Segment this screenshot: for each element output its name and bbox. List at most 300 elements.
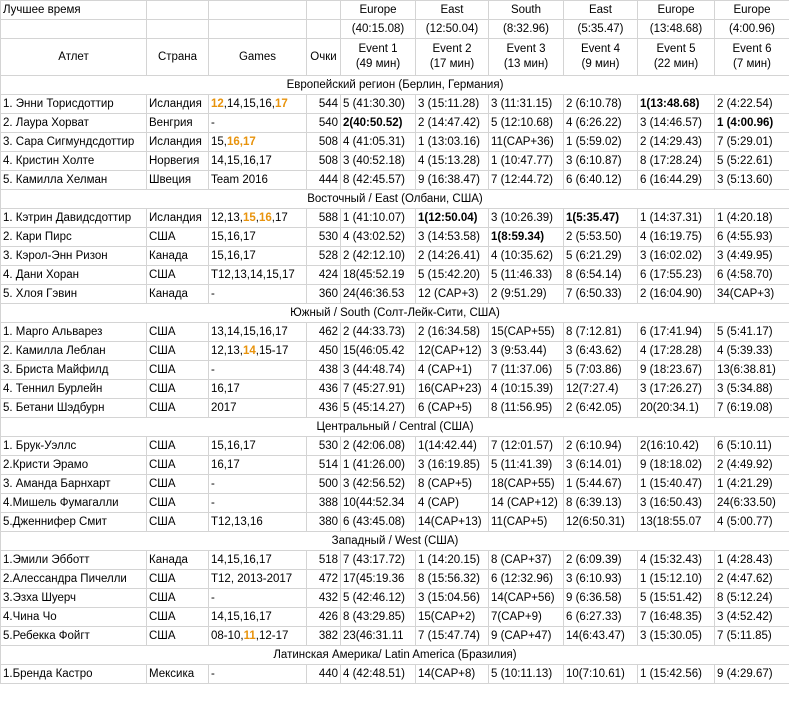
event-result-1: 4 (41:05.31) [341,133,416,152]
event-result-4: 3 (6:10.87) [564,152,638,171]
athlete-country: США [147,323,209,342]
event-result-5: 2(16:10.42) [638,437,715,456]
athlete-name: 3. Бриста Майфилд [1,361,147,380]
event-result-6: 3 (4:52.42) [715,608,789,627]
event-result-5: 1 (15:42.56) [638,665,715,684]
event-result-3: 8 (11:56.95) [489,399,564,418]
event-result-2: 3 (15:11.28) [416,95,489,114]
athlete-row [1,228,789,247]
games-segment: 16,17 [211,459,240,471]
athlete-games [209,228,307,247]
games-segment: 2017 [211,402,237,414]
athlete-points: 426 [307,608,341,627]
event-result-3: 6 (12:32.96) [489,570,564,589]
athlete-games [209,437,307,456]
event-2-header [416,39,489,76]
event-result-1: 2(40:50.52) [341,114,416,133]
athlete-country: Исландия [147,95,209,114]
athlete-points: 588 [307,209,341,228]
athlete-country: США [147,342,209,361]
event-result-3: 7(CAP+9) [489,608,564,627]
event-result-6: 1 (4:28.43) [715,551,789,570]
event-result-4: 2 (6:42.05) [564,399,638,418]
games-segment: T12,13,14,15,17 [211,269,295,281]
athlete-name: 4. Дани Хоран [1,266,147,285]
event-result-1: 7 (43:17.72) [341,551,416,570]
athlete-points: 432 [307,589,341,608]
event-result-3: 4 (10:35.62) [489,247,564,266]
region-header-row [1,76,789,95]
athlete-name: 1.Эмили Эбботт [1,551,147,570]
athlete-name: 3. Сара Сигмундсдоттир [1,133,147,152]
event-result-4: 3 (6:43.62) [564,342,638,361]
event-result-2: 2 (14:26.41) [416,247,489,266]
athlete-points: 518 [307,551,341,570]
athlete-games [209,551,307,570]
games-segment: 14,15,16,17 [211,155,272,167]
event-result-3: 14 (CAP+12) [489,494,564,513]
region-title: Западный / West (США) [1,532,789,551]
event-result-5: 9 (18:18.02) [638,456,715,475]
event-result-3: 11(CAP+5) [489,513,564,532]
event-result-5: 2 (16:04.90) [638,285,715,304]
games-segment: 13,14,15,16,17 [211,326,288,338]
athlete-country: США [147,589,209,608]
athlete-name: 3. Кэрол-Энн Ризон [1,247,147,266]
athlete-games [209,627,307,646]
athlete-games [209,95,307,114]
athlete-name: 1. Брук-Уэллс [1,437,147,456]
event-result-4: 10(7:10.61) [564,665,638,684]
athlete-points: 444 [307,171,341,190]
athlete-row [1,114,789,133]
event-result-6: 1 (4:21.29) [715,475,789,494]
event-result-5: 1 (15:12.10) [638,570,715,589]
event-result-3: 4 (10:15.39) [489,380,564,399]
athlete-name: 3.Эзха Шуерч [1,589,147,608]
athlete-games [209,380,307,399]
athlete-country: Венгрия [147,114,209,133]
event-result-3: 3 (10:26.39) [489,209,564,228]
athlete-country: Мексика [147,665,209,684]
games-segment: 16,17 [211,383,240,395]
event-result-4: 12(6:50.31) [564,513,638,532]
athlete-row [1,627,789,646]
event-result-2: 7 (15:47.74) [416,627,489,646]
athlete-country: Швеция [147,171,209,190]
event-result-4: 4 (6:26.22) [564,114,638,133]
event-result-3: 5 (11:41.39) [489,456,564,475]
athlete-name: 4.Мишель Фумагалли [1,494,147,513]
games-segment: ,15-17 [255,345,289,357]
column-games: Games [209,39,307,76]
event-result-1: 1 (41:26.00) [341,456,416,475]
athlete-name: 5. Камилла Хелман [1,171,147,190]
athlete-country: США [147,494,209,513]
event-result-6: 5 (5:41.17) [715,323,789,342]
event-result-4: 1(5:35.47) [564,209,638,228]
athlete-row [1,551,789,570]
athlete-row [1,342,789,361]
event-3-duration: (13 мин) [503,58,549,70]
games-segment: 15, [211,136,227,148]
games-highlight: 16,17 [227,136,256,148]
athlete-country: США [147,570,209,589]
event-result-3: 5 (11:46.33) [489,266,564,285]
athlete-points: 388 [307,494,341,513]
event-result-3: 5 (10:11.13) [489,665,564,684]
event-result-2: 16(CAP+23) [416,380,489,399]
games-highlight: 16 [258,212,272,224]
athlete-points: 508 [307,152,341,171]
athlete-country: США [147,608,209,627]
event-3-header [489,39,564,76]
event-result-3: 14(CAP+56) [489,589,564,608]
athlete-points: 530 [307,228,341,247]
event-5-duration: (22 мин) [653,58,699,70]
games-segment: ,17 [271,212,288,224]
games-segment: 12,13, [211,345,243,357]
athlete-points: 436 [307,399,341,418]
event-result-1: 10(44:52.34 [341,494,416,513]
athlete-country: Исландия [147,133,209,152]
event-2-region: East [416,1,489,20]
event-result-6: 7 (6:19.08) [715,399,789,418]
event-result-5: 4 (16:19.75) [638,228,715,247]
athlete-points: 544 [307,95,341,114]
event-result-4: 8 (6:54.14) [564,266,638,285]
games-segment: - [211,288,215,300]
athlete-name: 4. Кристин Холте [1,152,147,171]
athlete-points: 528 [307,247,341,266]
athlete-games [209,570,307,589]
athlete-name: 3. Аманда Барнхарт [1,475,147,494]
athlete-name: 5.Дженнифер Смит [1,513,147,532]
athlete-games [209,608,307,627]
athlete-row [1,247,789,266]
athlete-games [209,152,307,171]
athlete-games [209,665,307,684]
event-result-6: 3 (4:49.95) [715,247,789,266]
event-result-1: 7 (45:27.91) [341,380,416,399]
event-result-2: 8 (15:56.32) [416,570,489,589]
games-highlight: 12 [211,98,224,110]
athlete-games [209,361,307,380]
event-result-4: 8 (7:12.81) [564,323,638,342]
athlete-row [1,209,789,228]
event-result-6: 3 (5:34.88) [715,380,789,399]
event-result-1: 24(46:36.53 [341,285,416,304]
event-result-3: 7 (12:01.57) [489,437,564,456]
event-result-1: 18(45:52.19 [341,266,416,285]
event-5-region: Europe [638,1,715,20]
athlete-country: США [147,380,209,399]
event-1-region: Europe [341,1,416,20]
athlete-name: 2.Алессандра Пичелли [1,570,147,589]
athlete-name: 2. Камилла Леблан [1,342,147,361]
region-header-row [1,304,789,323]
event-4-duration: (9 мин) [581,58,620,70]
event-result-1: 3 (42:56.52) [341,475,416,494]
athlete-row [1,475,789,494]
event-result-1: 1 (41:10.07) [341,209,416,228]
event-result-5: 1 (14:37.31) [638,209,715,228]
event-result-4: 8 (6:39.13) [564,494,638,513]
athlete-country: США [147,266,209,285]
event-1-duration: (49 мин) [355,58,401,70]
event-1-header [341,39,416,76]
event-result-3: 1(8:59.34) [489,228,564,247]
event-result-5: 6 (17:41.94) [638,323,715,342]
event-result-2: 14(CAP+8) [416,665,489,684]
event-result-2: 9 (16:38.47) [416,171,489,190]
event-result-2: 3 (16:19.85) [416,456,489,475]
event-result-1: 3 (44:48.74) [341,361,416,380]
athlete-country: США [147,228,209,247]
event-result-2: 2 (14:47.42) [416,114,489,133]
event-result-2: 4 (CAP) [416,494,489,513]
event-result-1: 5 (41:30.30) [341,95,416,114]
athlete-row [1,589,789,608]
athlete-row [1,608,789,627]
athlete-points: 440 [307,665,341,684]
athlete-games [209,399,307,418]
event-6-header [715,39,789,76]
region-title: Латинская Америка/ Latin America (Бразилия) [1,646,789,665]
event-result-1: 5 (45:14.27) [341,399,416,418]
games-segment: - [211,117,215,129]
athlete-points: 382 [307,627,341,646]
region-title: Восточный / East (Олбани, США) [1,190,789,209]
event-result-2: 8 (CAP+5) [416,475,489,494]
event-result-3: 15(CAP+55) [489,323,564,342]
games-highlight: 15 [242,212,256,224]
event-result-1: 5 (42:46.12) [341,589,416,608]
athlete-row [1,399,789,418]
event-result-1: 2 (42:06.08) [341,437,416,456]
event-4-name: Event 4 [581,43,620,55]
games-segment: - [211,497,215,509]
event-result-4: 6 (6:40.12) [564,171,638,190]
athlete-row [1,570,789,589]
event-result-3: 11(CAP+36) [489,133,564,152]
athlete-games [209,266,307,285]
event-result-1: 3 (40:52.18) [341,152,416,171]
athlete-name: 1. Кэтрин Давидсдоттир [1,209,147,228]
event-result-4: 3 (6:14.01) [564,456,638,475]
games-segment: - [211,668,215,680]
games-segment: ,12-17 [255,630,289,642]
athlete-row [1,133,789,152]
header-row-region [1,1,789,20]
athlete-row [1,152,789,171]
games-segment: 15,16,17 [211,440,256,452]
event-result-6: 9 (4:29.67) [715,665,789,684]
athlete-name: 2.Кристи Эрамо [1,456,147,475]
athlete-name: 5.Ребекка Фойгт [1,627,147,646]
athlete-country: США [147,361,209,380]
event-result-4: 7 (6:50.33) [564,285,638,304]
event-result-5: 7 (16:48.35) [638,608,715,627]
event-result-2: 15(CAP+2) [416,608,489,627]
event-result-1: 8 (43:29.85) [341,608,416,627]
athlete-games [209,114,307,133]
games-segment: 08-10, [211,630,244,642]
region-header-row [1,418,789,437]
event-result-6: 2 (4:49.92) [715,456,789,475]
event-result-2: 3 (14:53.58) [416,228,489,247]
event-result-5: 9 (18:23.67) [638,361,715,380]
event-result-4: 12(7:27.4) [564,380,638,399]
event-result-2: 4 (CAP+1) [416,361,489,380]
event-result-4: 3 (6:10.93) [564,570,638,589]
event-result-5: 1 (15:40.47) [638,475,715,494]
athlete-row [1,665,789,684]
event-result-5: 3 (15:30.05) [638,627,715,646]
event-result-4: 6 (6:27.33) [564,608,638,627]
athlete-country: США [147,399,209,418]
event-result-1: 2 (44:33.73) [341,323,416,342]
athlete-points: 360 [307,285,341,304]
athlete-country: Канада [147,285,209,304]
event-result-1: 2 (42:12.10) [341,247,416,266]
athlete-points: 472 [307,570,341,589]
event-result-4: 9 (6:36.58) [564,589,638,608]
games-segment: Team 2016 [211,174,268,186]
athlete-row [1,266,789,285]
event-result-5: 3 (17:26.27) [638,380,715,399]
games-segment: ,14,15,16, [223,98,275,110]
athlete-games [209,171,307,190]
athlete-games [209,209,307,228]
athlete-games [209,456,307,475]
games-segment: - [211,592,215,604]
athlete-row [1,323,789,342]
event-result-1: 4 (42:48.51) [341,665,416,684]
event-5-name: Event 5 [656,43,696,55]
athlete-row [1,171,789,190]
athlete-points: 424 [307,266,341,285]
athlete-country: Канада [147,551,209,570]
event-result-2: 12(CAP+12) [416,342,489,361]
event-result-6: 8 (5:12.24) [715,589,789,608]
event-result-1: 6 (43:45.08) [341,513,416,532]
event-result-1: 8 (42:45.57) [341,171,416,190]
event-result-2: 4 (15:13.28) [416,152,489,171]
event-1-name: Event 1 [358,43,398,55]
event-result-6: 7 (5:29.01) [715,133,789,152]
athlete-games [209,247,307,266]
event-result-3: 5 (12:10.68) [489,114,564,133]
athlete-name: 4. Теннил Бурлейн [1,380,147,399]
column-country: Страна [147,39,209,76]
event-1-best: (40:15.08) [341,20,416,39]
event-result-4: 5 (7:03.86) [564,361,638,380]
event-result-3: 9 (CAP+47) [489,627,564,646]
event-3-best: (8:32.96) [489,20,564,39]
event-result-2: 12 (CAP+3) [416,285,489,304]
column-points: Очки [307,39,341,76]
event-result-3: 3 (11:31.15) [489,95,564,114]
event-result-4: 1 (5:59.02) [564,133,638,152]
event-result-6: 2 (4:22.54) [715,95,789,114]
games-segment: 14,15,16,17 [211,554,272,566]
event-result-3: 7 (11:37.06) [489,361,564,380]
event-result-2: 1(14:42.44) [416,437,489,456]
games-highlight: 11 [243,630,256,642]
event-5-best: (13:48.68) [638,20,715,39]
event-3-name: Event 3 [506,43,546,55]
athlete-row [1,456,789,475]
event-result-5: 2 (14:29.43) [638,133,715,152]
event-result-3: 1 (10:47.77) [489,152,564,171]
event-result-2: 14(CAP+13) [416,513,489,532]
region-title: Южный / South (Солт-Лейк-Сити, США) [1,304,789,323]
athlete-row [1,437,789,456]
event-result-2: 1 (14:20.15) [416,551,489,570]
event-result-6: 6 (4:55.93) [715,228,789,247]
best-time-label: Лучшее время [1,1,147,20]
event-result-6: 7 (5:11.85) [715,627,789,646]
athlete-name: 5. Бетани Шэдбурн [1,399,147,418]
athlete-name: 1.Бренда Кастро [1,665,147,684]
region-header-row [1,532,789,551]
event-result-6: 2 (4:47.62) [715,570,789,589]
event-result-2: 2 (16:34.58) [416,323,489,342]
event-6-duration: (7 мин) [733,58,771,70]
event-result-6: 3 (5:13.60) [715,171,789,190]
event-2-name: Event 2 [432,43,472,55]
athlete-name: 1. Марго Альварез [1,323,147,342]
athlete-country: США [147,475,209,494]
event-result-3: 8 (CAP+37) [489,551,564,570]
athlete-points: 436 [307,380,341,399]
athlete-games [209,494,307,513]
athlete-name: 2. Кари Пирс [1,228,147,247]
event-result-5: 3 (14:46.57) [638,114,715,133]
event-result-1: 17(45:19.36 [341,570,416,589]
games-highlight: 17 [274,98,288,110]
athlete-country: Исландия [147,209,209,228]
event-result-6: 24(6:33.50) [715,494,789,513]
athlete-country: США [147,437,209,456]
games-segment: T12,13,16 [211,516,263,528]
event-result-4: 2 (6:10.78) [564,95,638,114]
athlete-points: 380 [307,513,341,532]
athlete-row [1,361,789,380]
event-result-6: 6 (4:58.70) [715,266,789,285]
athlete-country: США [147,513,209,532]
athlete-points: 540 [307,114,341,133]
event-result-2: 3 (15:04.56) [416,589,489,608]
games-highlight: 14 [242,345,256,357]
event-result-5: 4 (15:32.43) [638,551,715,570]
region-header-row [1,190,789,209]
event-result-5: 6 (16:44.29) [638,171,715,190]
event-result-5: 5 (15:51.42) [638,589,715,608]
event-result-5: 4 (17:28.28) [638,342,715,361]
event-result-5: 3 (16:50.43) [638,494,715,513]
event-result-6: 1 (4:20.18) [715,209,789,228]
event-result-5: 1(13:48.68) [638,95,715,114]
athlete-points: 438 [307,361,341,380]
athlete-row [1,380,789,399]
athlete-games [209,342,307,361]
games-segment: T12, 2013-2017 [211,573,293,585]
athlete-games [209,475,307,494]
athlete-games [209,513,307,532]
event-result-3: 2 (9:51.29) [489,285,564,304]
